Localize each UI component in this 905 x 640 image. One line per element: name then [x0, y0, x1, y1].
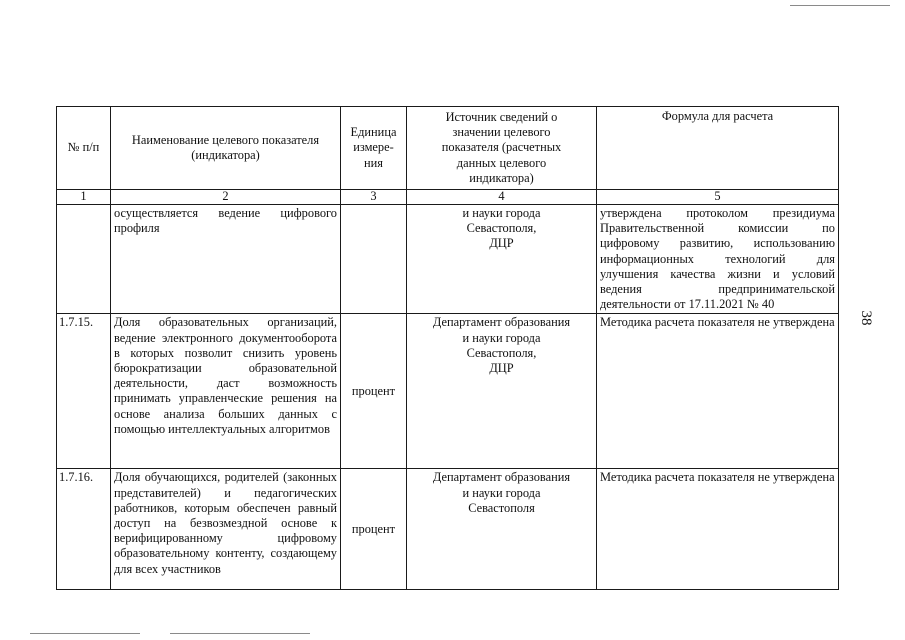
column-number: 4 [407, 190, 597, 205]
source-cell: Департамент образования и науки города Севастополя, ДЦР [407, 314, 597, 469]
source-cell: и науки города Севастополя, ДЦР [407, 205, 597, 314]
row-number [57, 205, 111, 314]
table-row [57, 469, 839, 590]
indicator-name: Доля образовательных организаций, ведение электронного документооборота в которых позволит снизить уровень бюрократизации образовательной деятельности, даст возможность принимать управленческие решения на основе анализа больших данных с помощью интеллектуальных алгоритмов [111, 314, 341, 469]
column-number: 3 [341, 190, 407, 205]
indicator-name: осуществляется ведение цифрового профиля [111, 205, 341, 314]
indicator-name: Доля обучающихся, родителей (законных представителей) и педагогических работников, которым обеспечен равный доступ на безвозмездной основе к верифицированному цифровому образовательному контенту, создающему для всех участников [111, 469, 341, 590]
formula-cell: Методика расчета показателя не утверждена [597, 469, 839, 590]
table-row [57, 205, 839, 314]
scan-artifact-line [790, 5, 890, 6]
formula-cell: Методика расчета показателя не утверждена [597, 314, 839, 469]
column-number: 1 [57, 190, 111, 205]
unit-cell: процент [341, 469, 407, 590]
scan-artifact-line [30, 633, 140, 634]
source-cell: Департамент образования и науки города Севастополя [407, 469, 597, 590]
indicator-table [56, 106, 839, 590]
table-row [57, 314, 839, 469]
header-source: Источник сведений о значении целевого показателя (расчетных данных целевого индикатора) [407, 107, 597, 190]
header-number: № п/п [57, 107, 111, 190]
column-number: 2 [111, 190, 341, 205]
header-formula: Формула для расчета [597, 107, 839, 190]
row-number: 1.7.15. [57, 314, 111, 469]
header-unit: Единица измере- ния [341, 107, 407, 190]
unit-cell: процент [341, 314, 407, 469]
row-number: 1.7.16. [57, 469, 111, 590]
header-indicator-name: Наименование целевого показателя (индикатора) [111, 107, 341, 190]
column-number-row [57, 190, 839, 205]
scan-artifact-line [170, 633, 310, 634]
column-number: 5 [597, 190, 839, 205]
table-header-row [57, 107, 839, 190]
formula-cell: утверждена протоколом президиума Правительственной комиссии по цифровому развитию, использованию информационных технологий для улучшения качества жизни и условий ведения предпринимательской деятельности от 17.11.2021 № 40 [597, 205, 839, 314]
page-number: 38 [858, 310, 874, 326]
unit-cell [341, 205, 407, 314]
